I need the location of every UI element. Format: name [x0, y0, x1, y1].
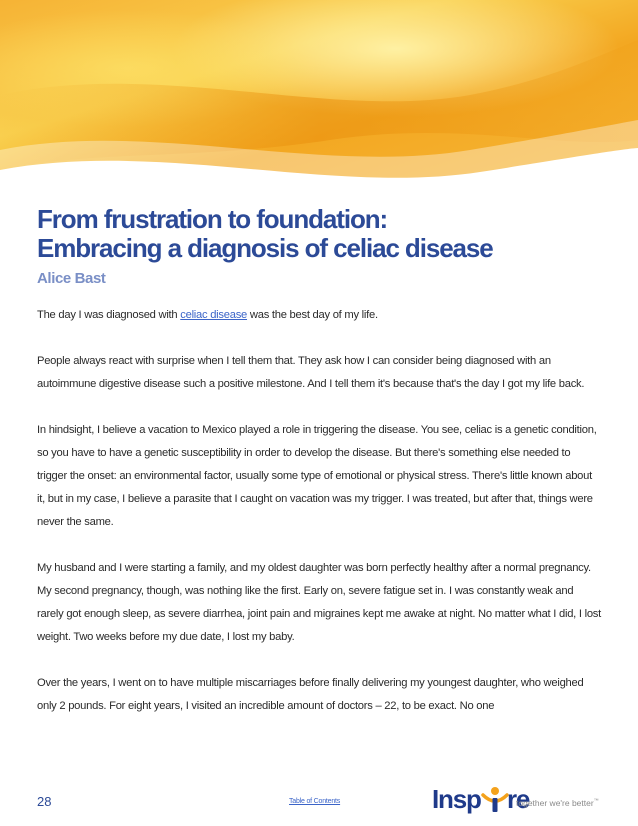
- paragraph-1-text-start: The day I was diagnosed with: [37, 309, 181, 321]
- page-number: 28: [37, 794, 52, 809]
- article: [37, 205, 602, 718]
- tagline-text: together we're better: [516, 798, 594, 808]
- paragraph-4: My husband and I were starting a family, and my oldest daughter was born perfectly healthy after a normal pregnancy. My second pregnancy, though, was nothing like the first. Early on, severe fatigue set in. I was constantly weak and rarely got enough sleep, as severe diarrhea, joint pain and migraines kept me awake at night. No matter what I did, I lost weight. Two weeks before my due date, I lost my baby.: [37, 562, 602, 643]
- trademark-symbol: ™: [593, 798, 599, 805]
- paragraph-5: Over the years, I went on to have multiple miscarriages before finally delivering my youngest daughter, who weighed only 2 pounds. For eight years, I visited an incredible amount of doctors – 22, to be exact. No one: [37, 677, 584, 712]
- paragraph-3: In hindsight, I believe a vacation to Mexico played a role in triggering the disease. You see, celiac is a genetic condition, so you have to have a genetic susceptibility in order to develop the disease. But there's something else needed to trigger the onset: an environmental factor, usually some type of emotional or physical stress. There's little known about it, but in my case, I believe a parasite that I caught on vacation was my trigger. I was treated, but after that, things were never the same.: [37, 424, 597, 528]
- paragraph-2: People always react with surprise when I tell them that. They ask how I can consider being diagnosed with an autoimmune digestive disease such a positive milestone. And I tell them it's because that's the day I got my life back.: [37, 355, 585, 390]
- logo-text-start: Insp: [432, 784, 481, 814]
- banner-graphic: [0, 0, 638, 195]
- inspire-logo: [432, 783, 530, 815]
- logo-tagline: [516, 798, 599, 808]
- logo-person-icon: [481, 785, 509, 813]
- author-name: Alice Bast: [37, 270, 106, 287]
- logo-text-end: re: [507, 784, 530, 814]
- paragraph-1: [37, 304, 602, 327]
- table-of-contents-link[interactable]: Table of Contents: [289, 798, 341, 805]
- title-line-2: Embracing a diagnosis of celiac disease: [37, 233, 493, 263]
- paragraph-1-text-end: was the best day of my life.: [247, 309, 378, 321]
- celiac-disease-link[interactable]: celiac disease: [180, 309, 248, 321]
- header-banner: [0, 0, 638, 195]
- title-line-1: From frustration to foundation:: [37, 204, 388, 234]
- article-title: [37, 205, 602, 263]
